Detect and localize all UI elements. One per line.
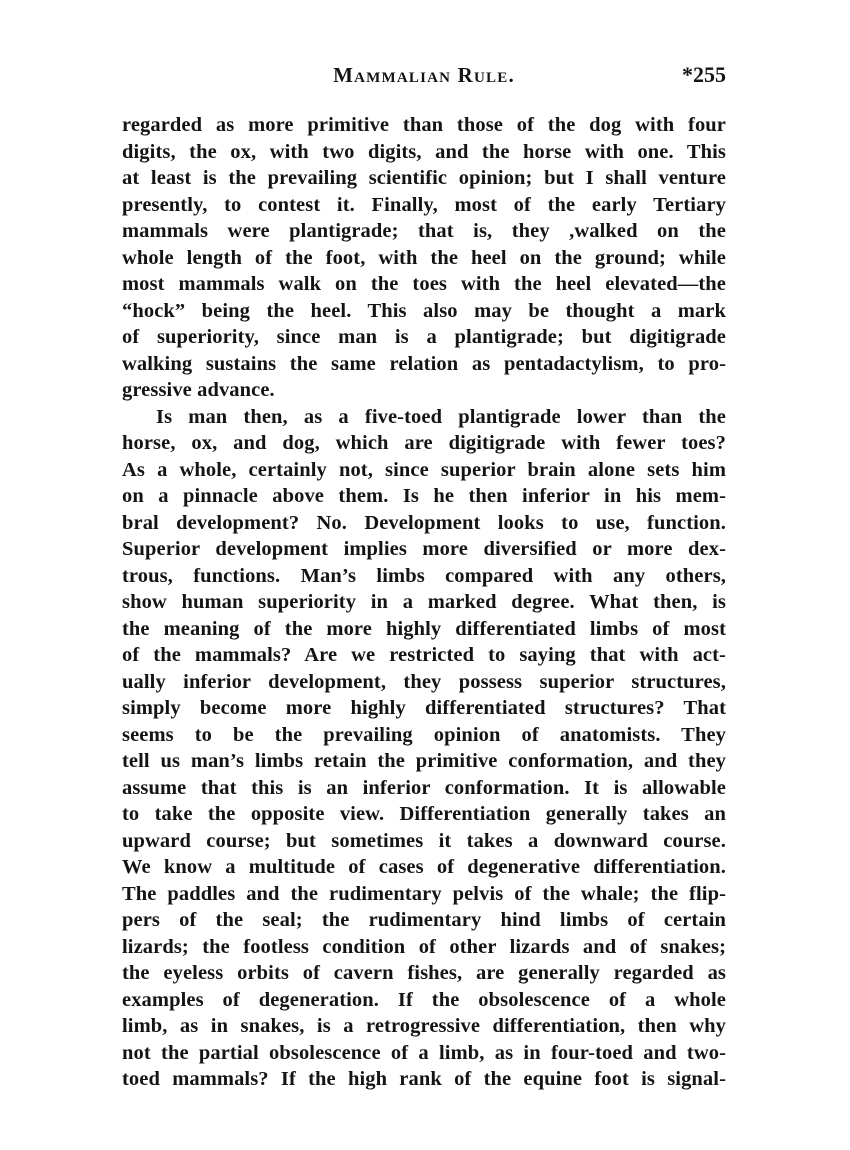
text-line: simply become more highly differentiated structures? That [122,697,726,719]
text-line: regarded as more primitive than those of the dog with four [122,114,726,136]
text-line: show human superiority in a marked degree. What then, is [122,591,726,613]
text-line: walking sustains the same relation as pentadactylism, to pro- [122,352,726,375]
paragraph-2 [122,404,726,1093]
text-line: of superiority, since man is a plantigrade; but digitigrade [122,326,726,348]
text-line: pers of the seal; the rudimentary hind limbs of certain [122,909,726,931]
text-line: of the mammals? Are we restricted to saying that with act- [122,644,726,666]
text-line: whole length of the foot, with the heel on the ground; while [122,246,726,269]
running-head [122,62,726,92]
text-line: assume that this is an inferior conformation. It is allowable [122,776,726,799]
text-line: The paddles and the rudimentary pelvis of the whale; the flip- [122,882,726,905]
text-line: bral development? No. Development looks to use, function. [122,511,726,534]
text-line: the eyeless orbits of cavern fishes, are generally regarded as [122,962,726,984]
text-line: most mammals walk on the toes with the heel elevated—the [122,273,726,295]
text-line: the meaning of the more highly differentiated limbs of most [122,617,726,640]
text-line: seems to be the prevailing opinion of anatomists. They [122,723,726,746]
text-line: We know a multitude of cases of degenerative differentiation. [122,856,726,878]
text-line: examples of degeneration. If the obsolescence of a whole [122,988,726,1011]
text-line: upward course; but sometimes it takes a downward course. [122,829,726,852]
text-line: gressive advance. [122,379,275,401]
running-title: Mammalian Rule. [333,63,515,87]
text-line: at least is the prevailing scientific opinion; but I shall venture [122,167,726,189]
text-line: limb, as in snakes, is a retrogressive differentiation, then why [122,1015,726,1037]
text-line: lizards; the footless condition of other lizards and of snakes; [122,935,726,958]
body-text [122,112,726,1093]
text-line: “hock” being the heel. This also may be thought a mark [122,299,726,322]
text-line: horse, ox, and dog, which are digitigrade with fewer toes? [122,432,726,454]
text-line: to take the opposite view. Differentiation generally takes an [122,803,726,825]
text-line: Superior development implies more diversified or more dex- [122,538,726,560]
text-line: on a pinnacle above them. Is he then inferior in his mem- [122,485,726,507]
text-line: ually inferior development, they possess superior structures, [122,670,726,693]
text-line: As a whole, certainly not, since superior brain alone sets him [122,458,726,481]
text-line: presently, to contest it. Finally, most of the early Tertiary [122,193,726,216]
text-line: Is man then, as a five-toed plantigrade lower than the [156,405,726,428]
text-line: mammals were plantigrade; that is, they ,walked on the [122,220,726,242]
text-line: not the partial obsolescence of a limb, as in four-toed and two- [122,1041,726,1064]
text-line: trous, functions. Man’s limbs compared with any others, [122,564,726,587]
text-line: toed mammals? If the high rank of the equine foot is signal- [122,1068,726,1090]
page-number: *255 [682,62,726,87]
paragraph-1 [122,112,726,404]
text-line: tell us man’s limbs retain the primitive conformation, and they [122,750,726,772]
text-line: digits, the ox, with two digits, and the horse with one. This [122,140,726,163]
